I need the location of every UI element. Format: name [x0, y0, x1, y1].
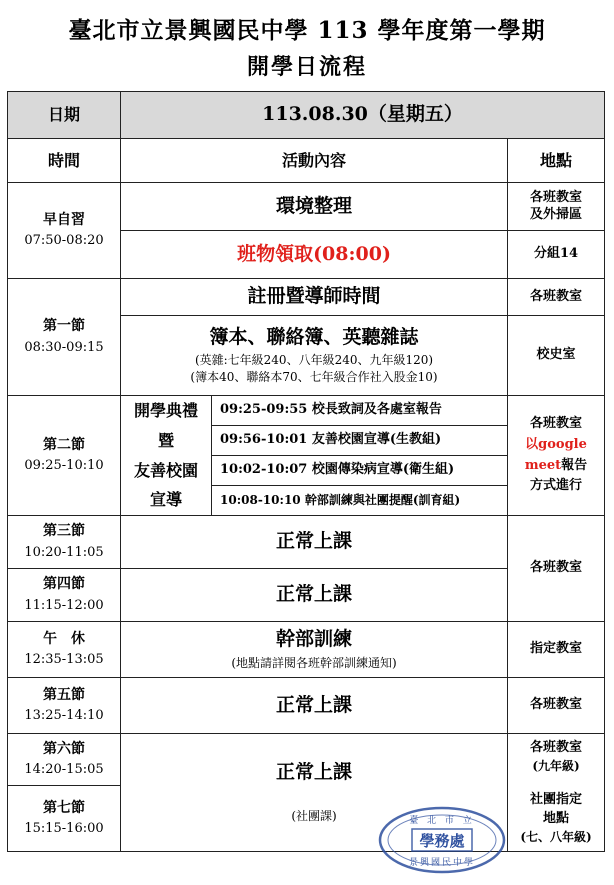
date-row — [8, 92, 605, 139]
slot-name: 第六節 — [43, 740, 85, 757]
activity-cleanup: 環境整理 — [121, 183, 508, 231]
ceremony-line: 開學典禮 — [133, 401, 198, 421]
slot-time: 14:20-15:05 — [24, 762, 104, 778]
slot-name: 第二節 — [43, 436, 85, 453]
ceremony-item: 10:08-10:10 幹部訓練與社團提醒(訓育組) — [212, 486, 508, 516]
location-line: 及外掃區 — [530, 206, 583, 222]
activity-title: 幹部訓練 — [275, 628, 352, 651]
activity-note: (地點請詳閱各班幹部訓練通知) — [231, 655, 397, 670]
slot-period-3 — [8, 516, 121, 569]
slot-time: 12:35-13:05 — [24, 652, 104, 668]
location-cell: 各班教室 — [508, 678, 605, 734]
activity-books-title: 簿本、聯絡簿、英聽雜誌 — [209, 326, 419, 349]
activity-regular-class: 正常上課 — [121, 678, 508, 734]
slot-time: 11:15-12:00 — [24, 597, 104, 613]
p2-row-1 — [8, 396, 605, 426]
location-line: 方式進行 — [530, 478, 583, 494]
slot-period-6 — [8, 734, 121, 786]
location-line: 各班教室 — [530, 415, 583, 431]
location-cell: 各班教室 — [508, 516, 605, 622]
location-col-header: 地點 — [508, 139, 605, 183]
date-value: 113.08.30（星期五） — [121, 92, 605, 139]
stamp-center-text: 學務處 — [419, 832, 465, 850]
slot-time: 08:30-09:15 — [24, 339, 104, 355]
activity-col-header: 活動內容 — [121, 139, 508, 183]
slot-name: 第三節 — [43, 523, 85, 540]
slot-period-7 — [8, 786, 121, 852]
activity-title: 正常上課 — [275, 761, 352, 784]
location-cell: 分組14 — [508, 231, 605, 279]
document-title: 臺北市立景興國民中學 113 學年度第一學期 — [68, 17, 546, 44]
location-line: 以google — [525, 436, 587, 452]
slot-time: 10:20-11:05 — [24, 544, 104, 560]
noon-row — [8, 622, 605, 678]
slot-time: 07:50-08:20 — [24, 233, 104, 249]
slot-name: 第五節 — [43, 686, 85, 703]
slot-period-4 — [8, 569, 121, 622]
slot-name: 早自習 — [43, 211, 85, 228]
location-line: 地點 — [543, 810, 570, 826]
stamp-top-text: 臺 北 市 立 — [409, 816, 475, 826]
slot-time: 13:25-14:10 — [24, 708, 104, 724]
location-cell: 各班教室 — [508, 279, 605, 316]
activity-regular-class: 正常上課 — [121, 516, 508, 569]
slot-period-2 — [8, 396, 121, 516]
location-line: (七、八年級) — [520, 829, 592, 844]
location-cell: 指定教室 — [508, 622, 605, 678]
office-stamp — [378, 806, 506, 874]
location-line: (九年級) — [532, 758, 580, 773]
p3-row — [8, 516, 605, 569]
p5-row — [8, 678, 605, 734]
p6-row — [8, 734, 605, 786]
slot-time: 15:15-16:00 — [24, 821, 104, 837]
activity-cadre-training — [121, 622, 508, 678]
activity-books — [121, 316, 508, 396]
slot-morning — [8, 183, 121, 279]
time-col-header: 時間 — [8, 139, 121, 183]
ceremony-cell — [121, 396, 212, 516]
activity-registration: 註冊暨導師時間 — [121, 279, 508, 316]
slot-name: 第四節 — [43, 576, 85, 593]
slot-period-1 — [8, 279, 121, 396]
slot-time: 09:25-10:10 — [24, 458, 104, 474]
slot-noon — [8, 622, 121, 678]
activity-class-supplies: 班物領取(08:00) — [121, 231, 508, 279]
slot-name: 第七節 — [43, 799, 85, 816]
schedule-table — [7, 91, 605, 852]
location-cell — [508, 734, 605, 852]
slot-period-5 — [8, 678, 121, 734]
location-line: 報告 — [561, 457, 588, 473]
location-line: 各班教室 — [530, 739, 583, 755]
slot-name: 第一節 — [43, 318, 85, 335]
ceremony-item: 09:25-09:55 校長致詞及各處室報告 — [212, 396, 508, 426]
header-row — [8, 139, 605, 183]
activity-regular-class: 正常上課 — [121, 569, 508, 622]
ceremony-line: 友善校園 — [133, 460, 198, 480]
p1-row-1 — [8, 279, 605, 316]
location-cell — [508, 183, 605, 231]
ceremony-item: 09:56-10:01 友善校園宣導(生教組) — [212, 426, 508, 456]
document-subtitle: 開學日流程 — [246, 54, 367, 80]
location-line: meet — [524, 457, 562, 473]
stamp-bottom-text: 景興國民中學 — [408, 858, 476, 868]
activity-note: (英雜:七年級240、八年級240、九年級120) — [194, 352, 434, 367]
location-cell: 校史室 — [508, 316, 605, 396]
activity-note: (社團課) — [291, 808, 337, 823]
morning-row-1 — [8, 183, 605, 231]
location-line: 各班教室 — [530, 190, 583, 206]
ceremony-item: 10:02-10:07 校園傳染病宣導(衛生組) — [212, 456, 508, 486]
slot-name: 午 休 — [43, 630, 85, 647]
date-label: 日期 — [8, 92, 121, 139]
location-line: 社團指定 — [530, 792, 583, 808]
location-cell — [508, 396, 605, 516]
activity-note: (簿本40、聯絡本70、七年級合作社入股金10) — [190, 369, 438, 384]
ceremony-line: 暨 — [157, 430, 174, 450]
ceremony-line: 宣導 — [149, 490, 182, 510]
